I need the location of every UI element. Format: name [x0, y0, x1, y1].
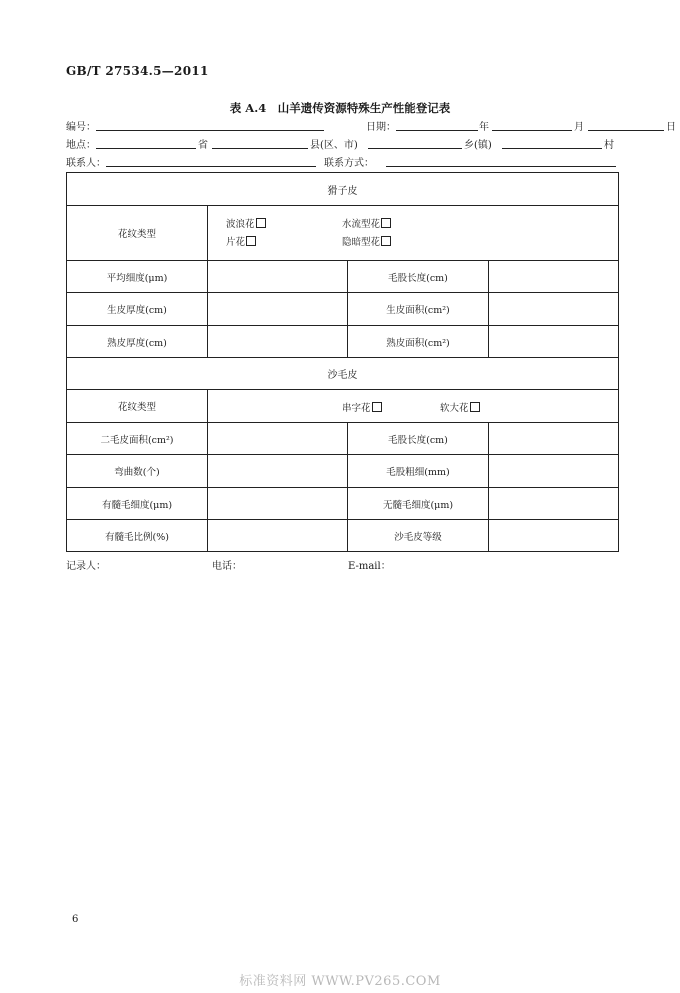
- field-value-cell[interactable]: [489, 455, 619, 488]
- recorder-label: 记录人：: [66, 561, 106, 572]
- field-value-cell[interactable]: [208, 293, 348, 326]
- field-label: 有髓毛比例(%): [67, 520, 208, 552]
- table-title: 表 A.4 山羊遗传资源特殊生产性能登记表: [229, 101, 451, 115]
- checkbox-icon[interactable]: [381, 218, 391, 228]
- lamb-skin-section-title: 猾子皮: [67, 173, 619, 206]
- pattern-option[interactable]: 片花: [226, 234, 256, 248]
- contact-method-label: 联系方式：: [324, 158, 374, 169]
- year-blank[interactable]: [396, 130, 478, 131]
- contact-method-blank[interactable]: [386, 166, 616, 167]
- field-label: 二毛皮面积(cm²): [67, 423, 208, 455]
- pattern-option[interactable]: 软大花: [440, 400, 480, 414]
- field-label: 生皮面积(cm²): [348, 293, 489, 326]
- field-label: 毛股长度(cm): [348, 261, 489, 293]
- province-label: 省: [198, 140, 208, 151]
- field-label: 毛股粗细(mm): [348, 455, 489, 488]
- field-label: 熟皮厚度(cm): [67, 326, 208, 358]
- field-label: 有髓毛细度(μm): [67, 488, 208, 520]
- location-label: 地点：: [66, 140, 96, 151]
- field-value-cell[interactable]: [208, 455, 348, 488]
- email-label: E-mail：: [348, 561, 391, 572]
- checkbox-icon[interactable]: [372, 402, 382, 412]
- county-blank[interactable]: [212, 148, 308, 149]
- pattern-option[interactable]: 串字花: [342, 400, 382, 414]
- contact-blank[interactable]: [106, 166, 316, 167]
- pattern-option[interactable]: 隐暗型花: [342, 234, 391, 248]
- checkbox-icon[interactable]: [381, 236, 391, 246]
- field-label: 弯曲数(个): [67, 455, 208, 488]
- phone-label: 电话：: [212, 561, 242, 572]
- field-value-cell[interactable]: [489, 423, 619, 455]
- county-label: 县(区、市): [310, 140, 358, 151]
- month-blank[interactable]: [492, 130, 572, 131]
- field-value-cell[interactable]: [208, 488, 348, 520]
- standard-code: GB/T 27534.5—2011: [66, 64, 209, 78]
- township-label: 乡(镇): [464, 140, 492, 151]
- contact-row: [66, 154, 616, 168]
- field-label: 沙毛皮等级: [348, 520, 489, 552]
- checkbox-icon[interactable]: [256, 218, 266, 228]
- pattern-option[interactable]: 水流型花: [342, 216, 391, 230]
- checkbox-icon[interactable]: [246, 236, 256, 246]
- field-value-cell[interactable]: [489, 293, 619, 326]
- field-value-cell[interactable]: [208, 326, 348, 358]
- village-blank[interactable]: [502, 148, 602, 149]
- field-value-cell[interactable]: [489, 488, 619, 520]
- lamb-skin-pattern-label: 花纹类型: [67, 206, 208, 261]
- field-value-cell[interactable]: [208, 423, 348, 455]
- location-row: [66, 136, 616, 150]
- field-label: 熟皮面积(cm²): [348, 326, 489, 358]
- province-blank[interactable]: [96, 148, 196, 149]
- watermark: 标准资料网 WWW.PV265.COM: [239, 974, 441, 989]
- pattern-option[interactable]: 波浪花: [226, 216, 266, 230]
- field-value-cell[interactable]: [489, 326, 619, 358]
- township-blank[interactable]: [368, 148, 462, 149]
- lamb-skin-pattern-options: [208, 206, 619, 261]
- field-label: 无髓毛细度(μm): [348, 488, 489, 520]
- date-label: 日期：: [366, 122, 396, 133]
- number-date-row: [66, 118, 676, 133]
- number-blank[interactable]: [96, 130, 324, 131]
- field-label: 毛股长度(cm): [348, 423, 489, 455]
- recorder-row: [66, 557, 616, 571]
- field-value-cell[interactable]: [489, 261, 619, 293]
- page-number: 6: [72, 914, 79, 925]
- sand-skin-section-title: 沙毛皮: [67, 358, 619, 390]
- sand-skin-pattern-options: [208, 390, 619, 423]
- day-label: 日: [666, 122, 676, 133]
- contact-label: 联系人：: [66, 158, 106, 169]
- field-value-cell[interactable]: [208, 261, 348, 293]
- checkbox-icon[interactable]: [470, 402, 480, 412]
- number-label: 编号：: [66, 122, 96, 133]
- field-label: 平均细度(μm): [67, 261, 208, 293]
- registration-table: [66, 172, 619, 552]
- sand-skin-pattern-label: 花纹类型: [67, 390, 208, 423]
- month-label: 月: [574, 122, 584, 133]
- day-blank[interactable]: [588, 130, 664, 131]
- field-value-cell[interactable]: [208, 520, 348, 552]
- field-label: 生皮厚度(cm): [67, 293, 208, 326]
- field-value-cell[interactable]: [489, 520, 619, 552]
- year-label: 年: [479, 122, 489, 133]
- village-label: 村: [604, 140, 614, 151]
